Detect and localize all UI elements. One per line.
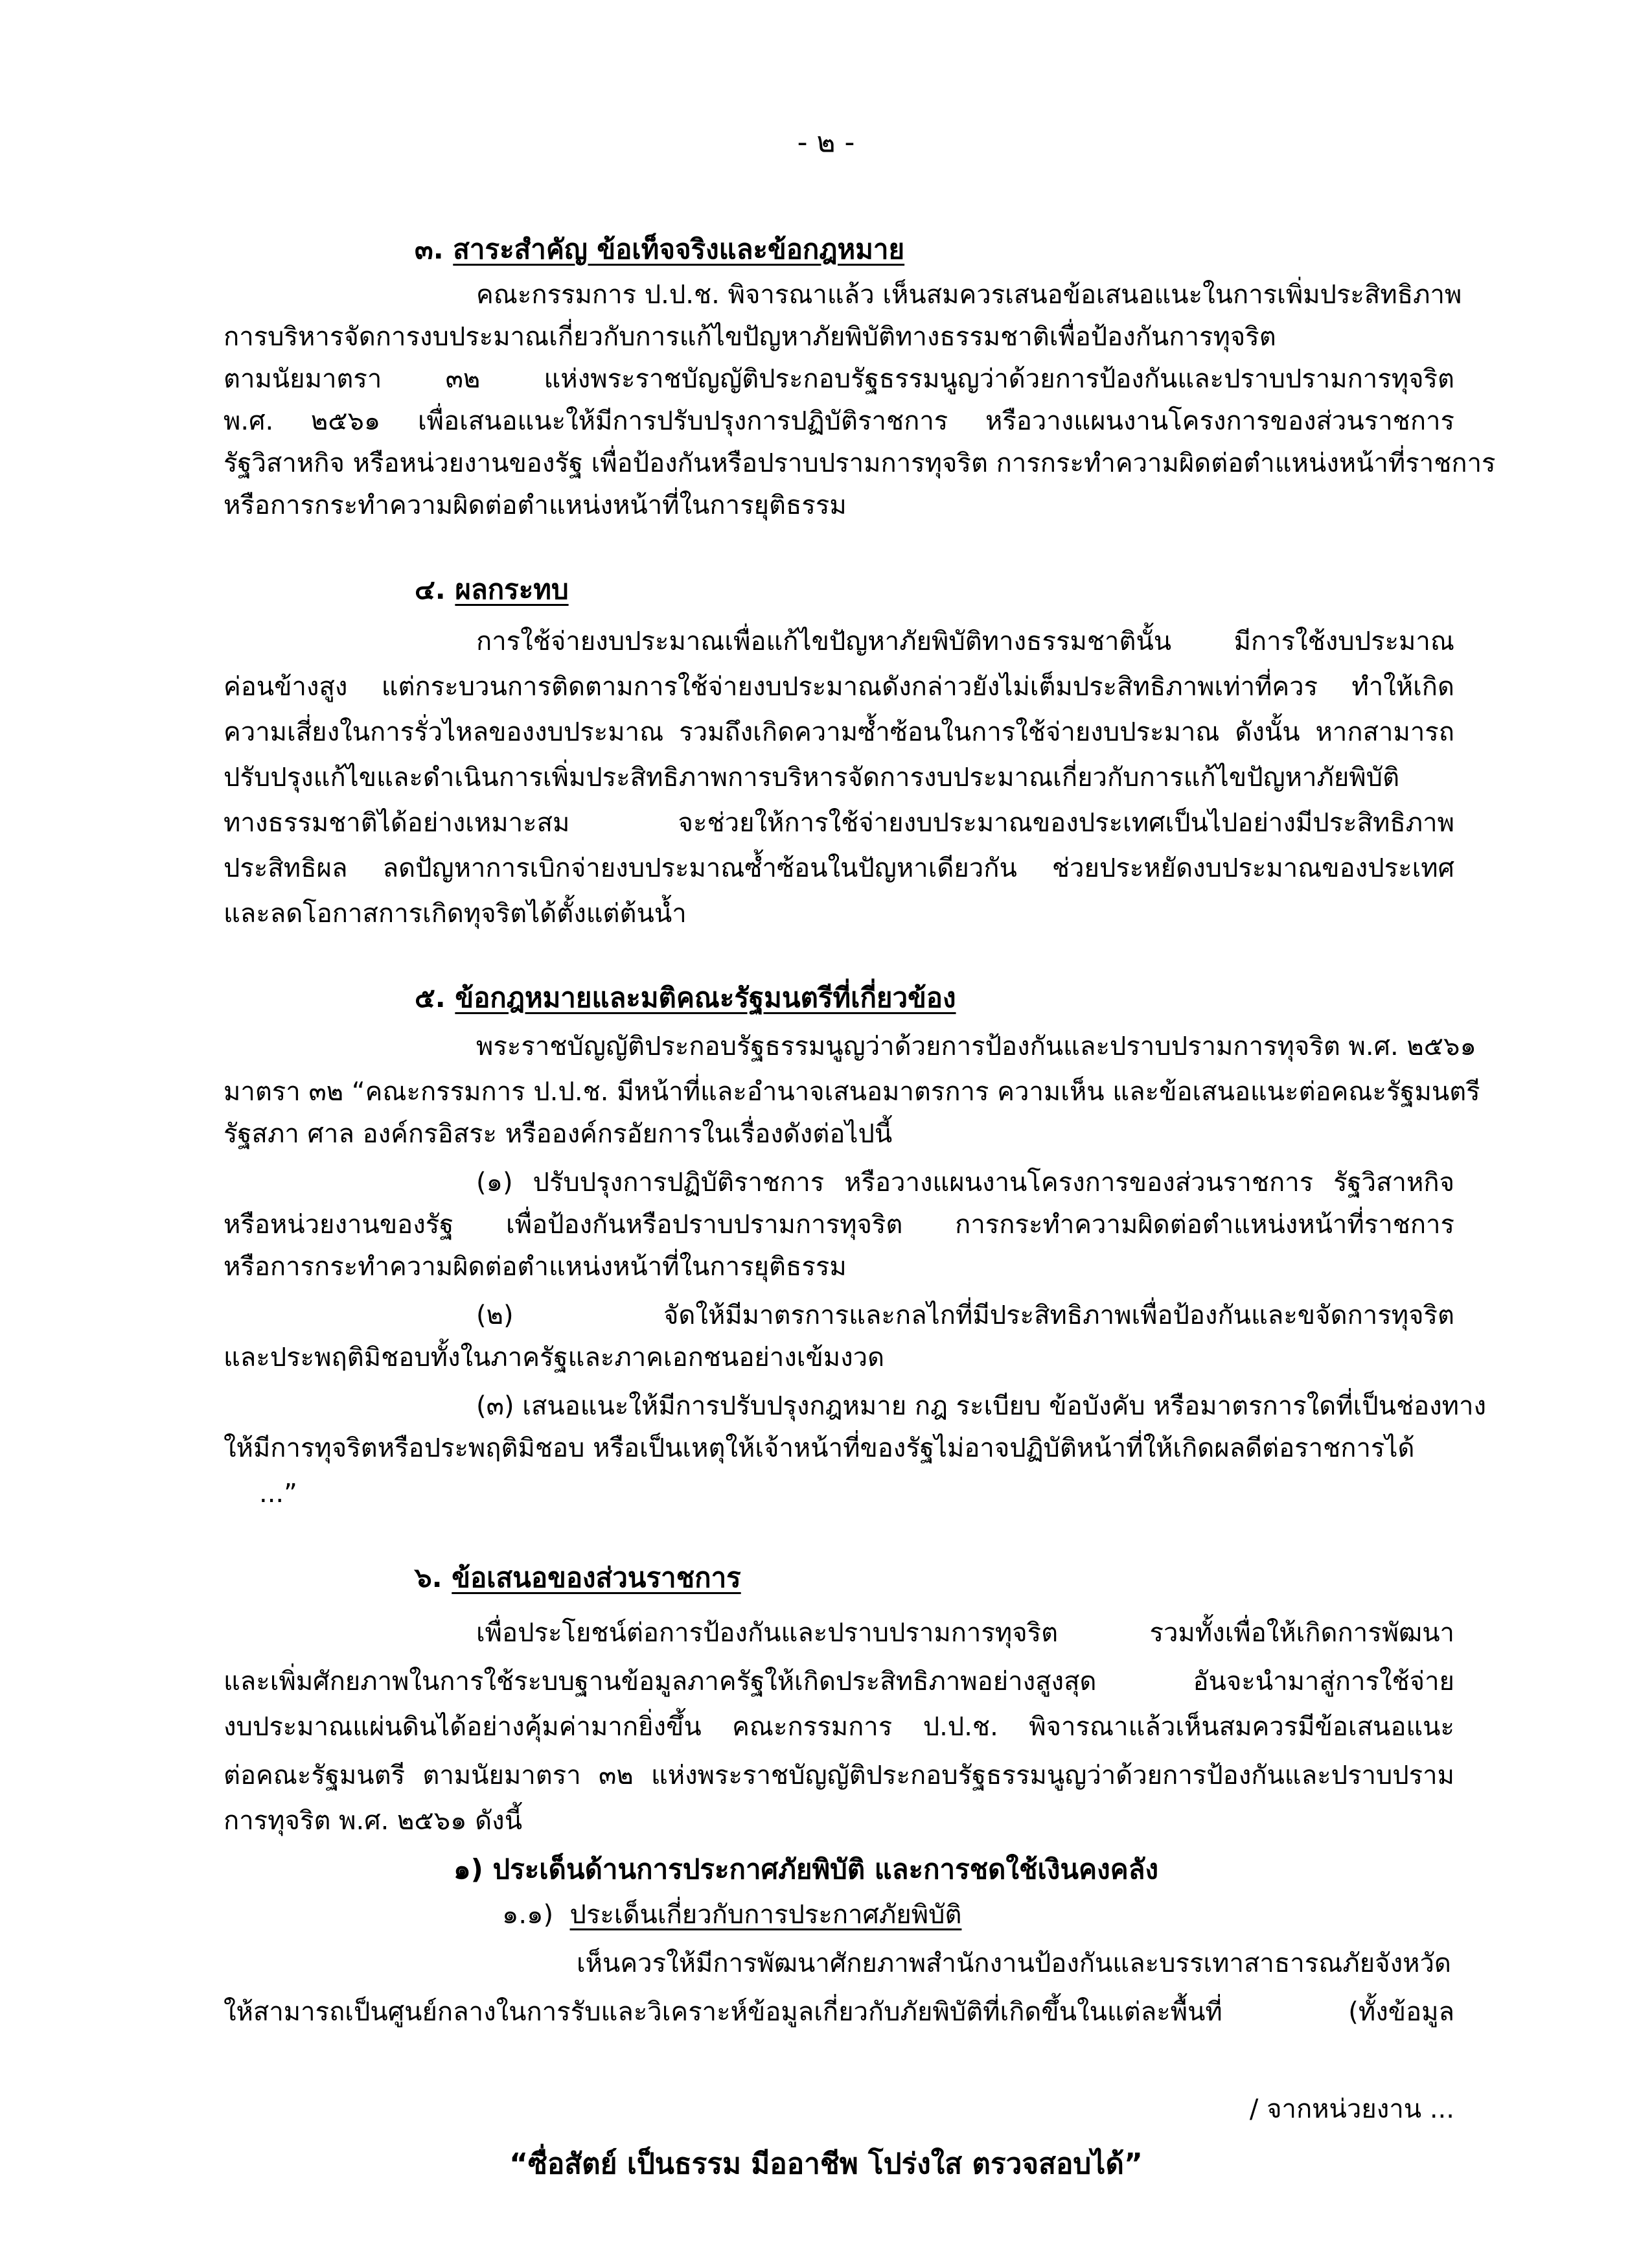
clause-3-line: (๓) เสนอแนะให้มีการปรับปรุงกฎหมาย กฎ ระเบียบ ข้อบังคับ หรือมาตรการใดที่เป็นช่องทาง xyxy=(476,1391,1487,1421)
paragraph-line: ค่อนข้างสูง แต่กระบวนการติดตามการใช้จ่ายงบประมาณดังกล่าวยังไม่เต็มประสิทธิภาพเท่าที่ควร ทำให้เกิด xyxy=(224,672,1454,702)
footer-motto: “ซื่อสัตย์ เป็นธรรม มีออาชีพ โปร่งใส ตรวจสอบได้” xyxy=(509,2147,1143,2181)
paragraph-line: การทุจริต พ.ศ. ๒๕๖๑ ดังนี้ xyxy=(224,1806,523,1836)
subsection-1-heading: ๑) ประเด็นด้านการประกาศภัยพิบัติ และการชดใช้เงินคงคลัง xyxy=(453,1853,1158,1885)
paragraph-line: ประสิทธิผล ลดปัญหาการเบิกจ่ายงบประมาณซ้ำซ้อนในปัญหาเดียวกัน ช่วยประหยัดงบประมาณของประเทศ xyxy=(224,853,1454,883)
quote-closing: ...” xyxy=(259,1479,297,1509)
subsection-title: ประเด็นเกี่ยวกับการประกาศภัยพิบัติ xyxy=(569,1900,962,1930)
paragraph-line: และลดโอกาสการเกิดทุจริตได้ตั้งแต่ต้นน้ำ xyxy=(224,899,687,929)
clause-1-line: (๑) ปรับปรุงการปฏิบัติราชการ หรือวางแผนงานโครงการของส่วนราชการ รัฐวิสาหกิจ xyxy=(476,1168,1454,1198)
section-number: ๔. xyxy=(415,573,446,605)
paragraph-line: งบประมาณแผ่นดินได้อย่างคุ้มค่ามากยิ่งขึ้น คณะกรรมการ ป.ป.ช. พิจารณาแล้วเห็นสมควรมีข้อเสนอแนะ xyxy=(224,1712,1454,1742)
paragraph-line: คณะกรรมการ ป.ป.ช. พิจารณาแล้ว เห็นสมควรเสนอข้อเสนอแนะในการเพิ่มประสิทธิภาพ xyxy=(476,280,1462,310)
paragraph-line: ทางธรรมชาติได้อย่างเหมาะสม จะช่วยให้การใช้จ่ายงบประมาณของประเทศเป็นไปอย่างมีประสิทธิภาพ xyxy=(224,808,1454,838)
section-number: ๓. xyxy=(415,233,444,265)
section-title: ผลกระทบ xyxy=(455,573,569,605)
paragraph-line: ตามนัยมาตรา ๓๒ แห่งพระราชบัญญัติประกอบรัฐธรรมนูญว่าด้วยการป้องกันและปราบปรามการทุจริต xyxy=(224,364,1454,394)
page-number: - ๒ - xyxy=(797,126,855,159)
paragraph-line: รัฐสภา ศาล องค์กรอิสระ หรือองค์กรอัยการในเรื่องดังต่อไปนี้ xyxy=(224,1119,893,1149)
clause-1-line: หรือการกระทำความผิดต่อตำแหน่งหน้าที่ในการยุติธรรม xyxy=(224,1252,847,1282)
paragraph-line: รัฐวิสาหกิจ หรือหน่วยงานของรัฐ เพื่อป้องกันหรือปราบปรามการทุจริต การกระทำความผิดต่อตำแหน่งหน้าที่ราชการ xyxy=(224,448,1496,478)
paragraph-line: พระราชบัญญัติประกอบรัฐธรรมนูญว่าด้วยการป้องกันและปราบปรามการทุจริต พ.ศ. ๒๕๖๑ xyxy=(476,1032,1476,1061)
paragraph-line: ต่อคณะรัฐมนตรี ตามนัยมาตรา ๓๒ แห่งพระราชบัญญัติประกอบรัฐธรรมนูญว่าด้วยการป้องกันและปราบปราม xyxy=(224,1761,1454,1790)
paragraph-line: พ.ศ. ๒๕๖๑ เพื่อเสนอแนะให้มีการปรับปรุงการปฏิบัติราชการ หรือวางแผนงานโครงการของส่วนราชการ xyxy=(224,406,1454,436)
subsection-number: ๑.๑) xyxy=(502,1900,554,1930)
paragraph-line: หรือการกระทำความผิดต่อตำแหน่งหน้าที่ในการยุติธรรม xyxy=(224,491,847,520)
paragraph-line: ปรับปรุงแก้ไขและดำเนินการเพิ่มประสิทธิภาพการบริหารจัดการงบประมาณเกี่ยวกับการแก้ไขปัญหาภัยพิบัติ xyxy=(224,763,1400,793)
clause-3-line: ให้มีการทุจริตหรือประพฤติมิชอบ หรือเป็นเหตุให้เจ้าหน้าที่ของรัฐไม่อาจปฏิบัติหน้าที่ให้เกิดผลดีต่อราชการได้ xyxy=(224,1433,1415,1463)
section-4-heading xyxy=(415,570,569,609)
paragraph-line: ให้สามารถเป็นศูนย์กลางในการรับและวิเคราะห์ข้อมูลเกี่ยวกับภัยพิบัติที่เกิดขึ้นในแต่ละพื้นที่ (ทั้งข้อมูล xyxy=(224,1997,1454,2027)
paragraph-line: เพื่อประโยชน์ต่อการป้องกันและปราบปรามการทุจริต รวมทั้งเพื่อให้เกิดการพัฒนา xyxy=(476,1618,1454,1648)
section-title: สาระสำคัญ ข้อเท็จจริงและข้อกฎหมาย xyxy=(453,233,905,265)
section-6-heading xyxy=(415,1558,741,1597)
section-number: ๖. xyxy=(415,1562,442,1593)
clause-2-line: และประพฤติมิชอบทั้งในภาครัฐและภาคเอกชนอย่างเข้มงวด xyxy=(224,1343,885,1372)
paragraph-line: และเพิ่มศักยภาพในการใช้ระบบฐานข้อมูลภาครัฐให้เกิดประสิทธิภาพอย่างสูงสุด อันจะนำมาสู่การใช้จ่าย xyxy=(224,1667,1454,1696)
section-title: ข้อกฎหมายและมติคณะรัฐมนตรีที่เกี่ยวข้อง xyxy=(455,982,956,1013)
paragraph-line: การใช้จ่ายงบประมาณเพื่อแก้ไขปัญหาภัยพิบัติทางธรรมชาตินั้น มีการใช้งบประมาณ xyxy=(476,627,1454,656)
clause-1-line: หรือหน่วยงานของรัฐ เพื่อป้องกันหรือปราบปรามการทุจริต การกระทำความผิดต่อตำแหน่งหน้าที่ราชการ xyxy=(224,1210,1454,1240)
section-number: ๕. xyxy=(415,982,446,1013)
paragraph-line: มาตรา ๓๒ “คณะกรรมการ ป.ป.ช. มีหน้าที่และอำนาจเสนอมาตรการ ความเห็น และข้อเสนอแนะต่อคณะรัฐมนตรี xyxy=(224,1077,1480,1107)
paragraph-line: ความเสี่ยงในการรั่วไหลของงบประมาณ รวมถึงเกิดความซ้ำซ้อนในการใช้จ่ายงบประมาณ ดังนั้น หากสามารถ xyxy=(224,717,1454,747)
section-3-heading xyxy=(415,230,904,269)
paragraph-line: การบริหารจัดการงบประมาณเกี่ยวกับการแก้ไขปัญหาภัยพิบัติทางธรรมชาติเพื่อป้องกันการทุจริต xyxy=(224,322,1276,352)
clause-2-line: (๒) จัดให้มีมาตรการและกลไกที่มีประสิทธิภาพเพื่อป้องกันและขจัดการทุจริต xyxy=(476,1301,1454,1330)
continuation-marker: / จากหน่วยงาน ... xyxy=(1249,2094,1454,2124)
section-5-heading xyxy=(415,978,956,1017)
paragraph-line: เห็นควรให้มีการพัฒนาศักยภาพสำนักงานป้องกันและบรรเทาสาธารณภัยจังหวัด xyxy=(577,1949,1451,1978)
section-title: ข้อเสนอของส่วนราชการ xyxy=(452,1562,741,1593)
subsection-1-1-heading xyxy=(502,1895,961,1934)
